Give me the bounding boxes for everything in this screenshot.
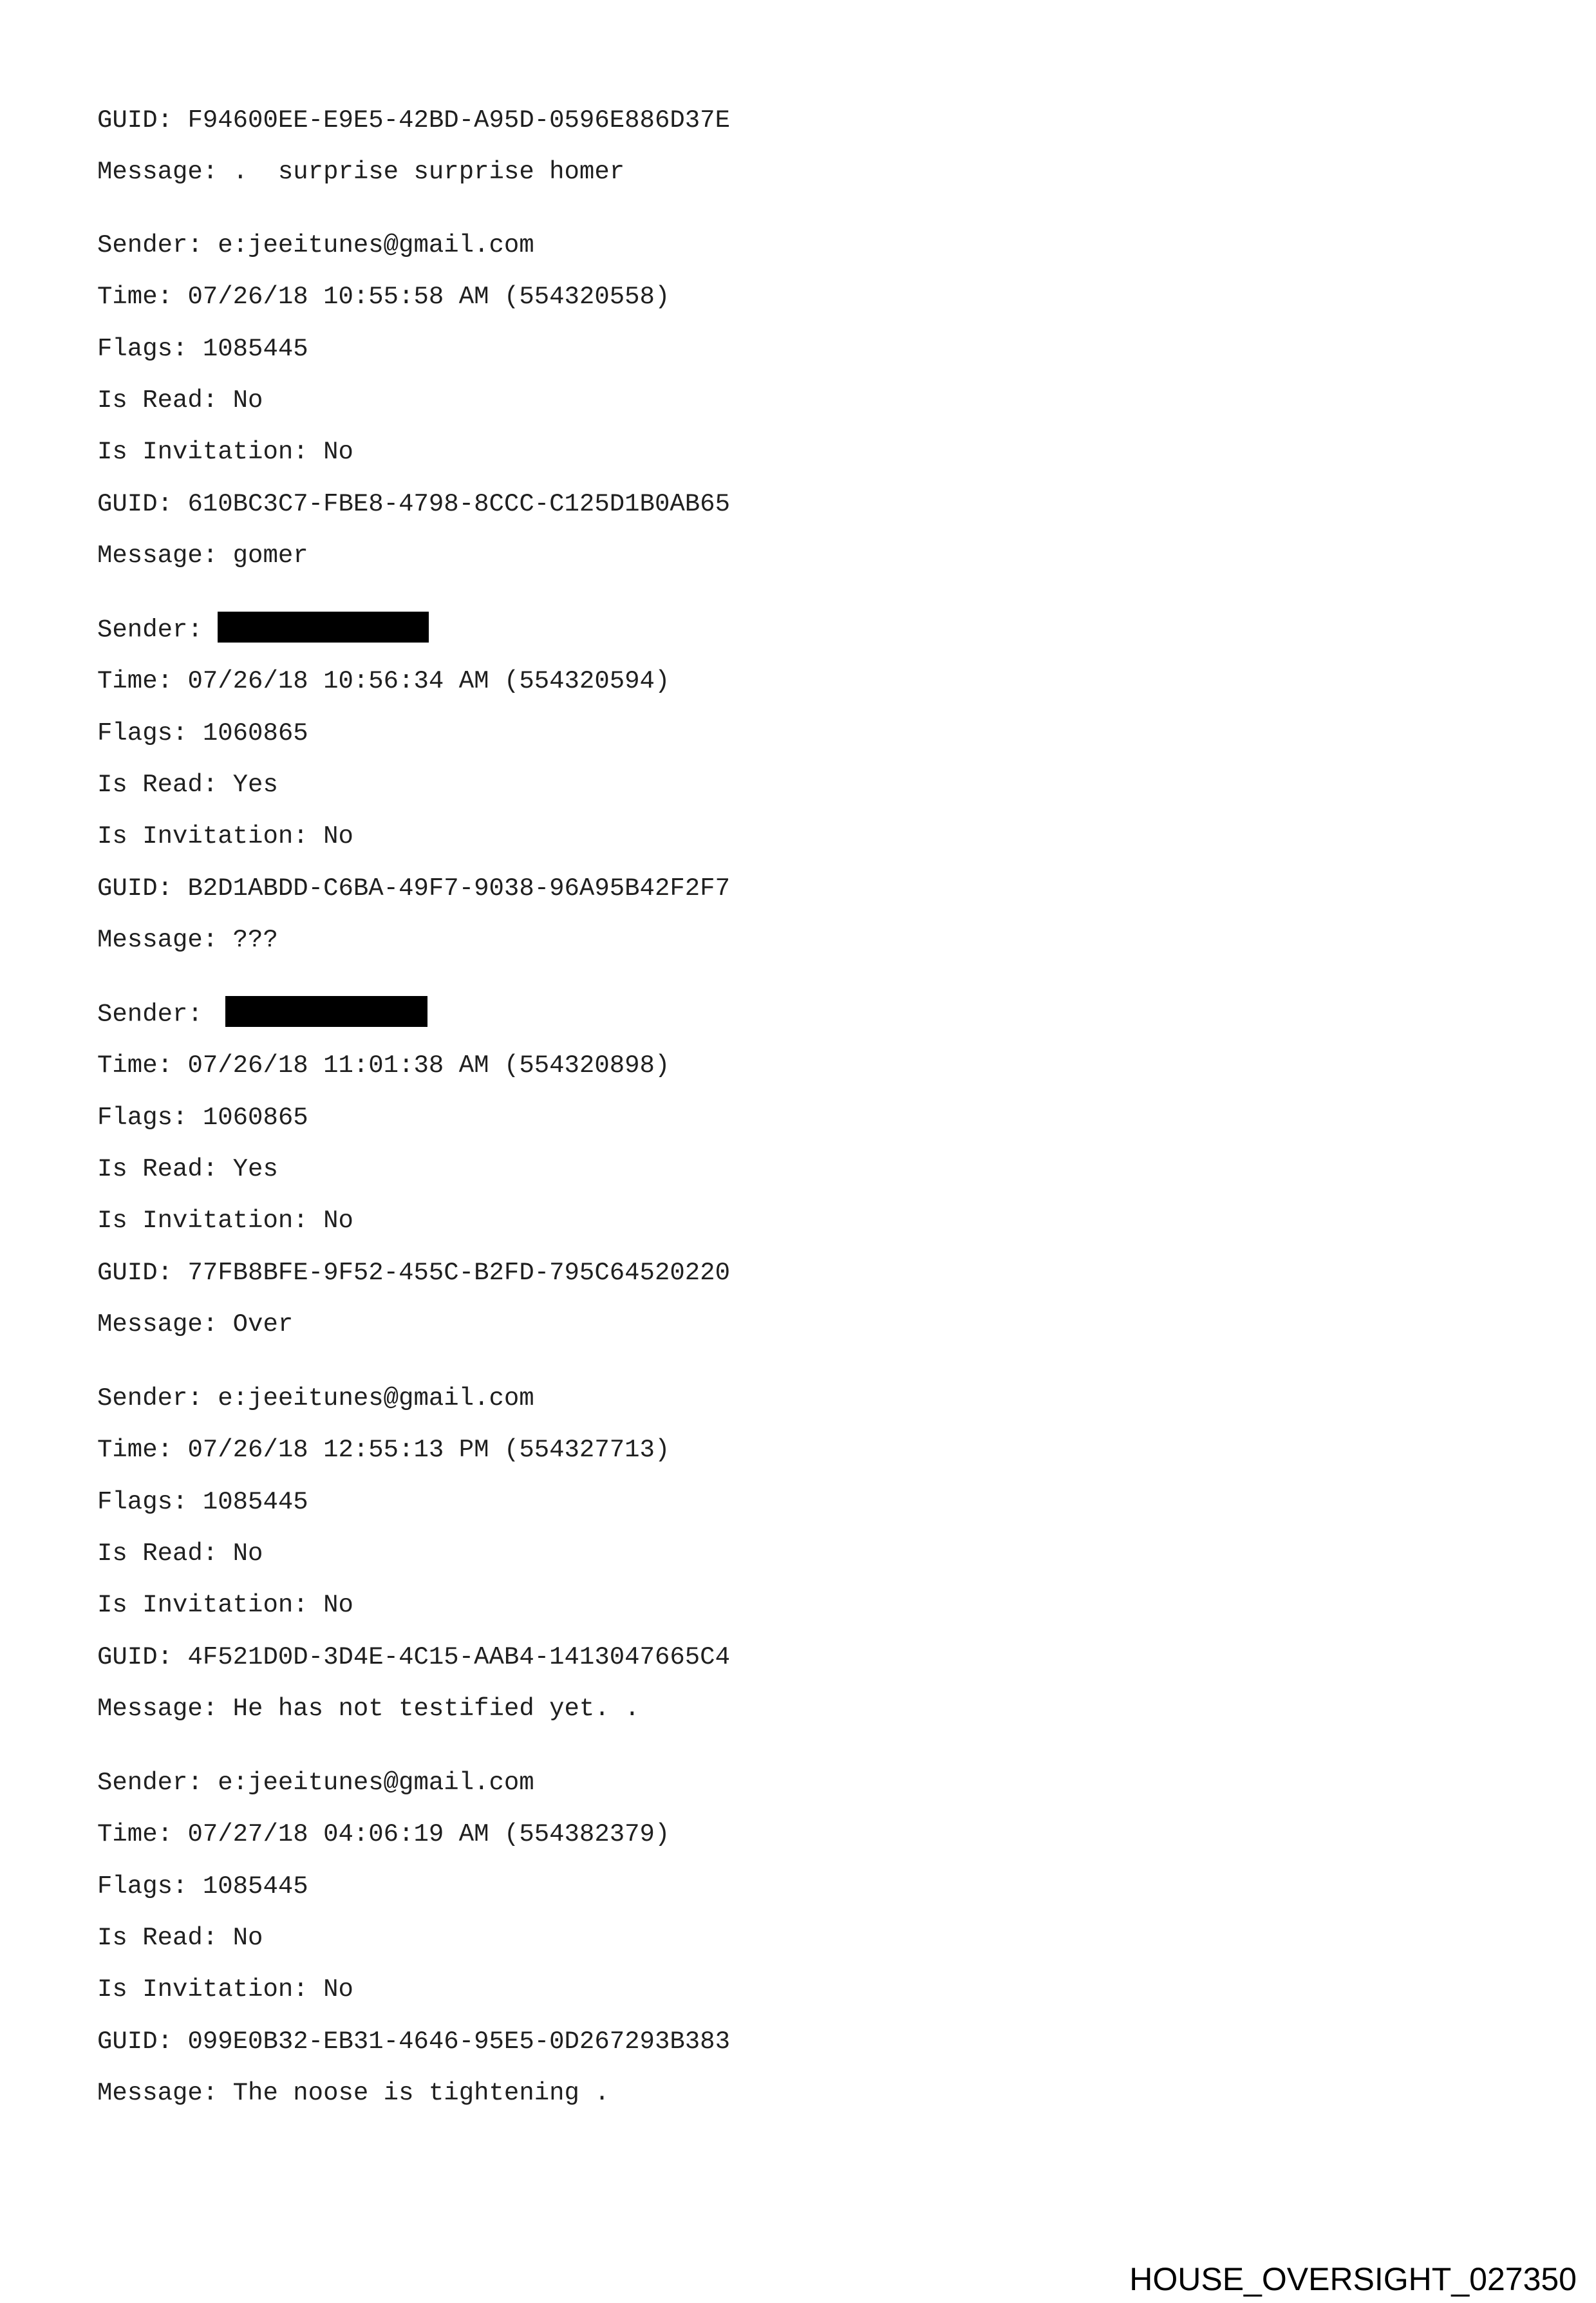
message-label: Message:: [97, 1695, 218, 1723]
time-value: 07/26/18 11:01:38 AM (554320898): [187, 1051, 670, 1080]
is-invitation-label: Is Invitation:: [97, 1591, 308, 1619]
record-1-guid-line: [97, 489, 730, 520]
time-value: 07/26/18 10:55:58 AM (554320558): [187, 283, 670, 311]
record-4-sender-line: [97, 1383, 534, 1414]
record-2-is-invitation-line: [97, 821, 353, 852]
time-value: 07/27/18 04:06:19 AM (554382379): [187, 1820, 670, 1848]
is-read-label: Is Read:: [97, 1924, 218, 1952]
message-value: gomer: [232, 541, 308, 570]
guid-label: GUID:: [97, 2027, 173, 2056]
redaction-block: [225, 996, 427, 1027]
flags-value: 1085445: [202, 1488, 308, 1516]
flags-label: Flags:: [97, 1488, 188, 1516]
record-5-is-read-line: [97, 1922, 263, 1953]
is-read-value: Yes: [232, 771, 278, 799]
message-value: He has not testified yet. .: [232, 1695, 640, 1723]
flags-label: Flags:: [97, 335, 188, 363]
guid-value: 610BC3C7-FBE8-4798-8CCC-C125D1B0AB65: [187, 490, 730, 518]
guid-value: 099E0B32-EB31-4646-95E5-0D267293B383: [187, 2027, 730, 2056]
guid-value: 77FB8BFE-9F52-455C-B2FD-795C64520220: [187, 1259, 730, 1287]
record-3-is-read-line: [97, 1154, 278, 1185]
record-2-sender-line: [97, 614, 429, 645]
sender-label: Sender:: [97, 231, 203, 259]
flags-value: 1085445: [202, 1872, 308, 1901]
sender-value: e:jeeitunes@gmail.com: [218, 231, 534, 259]
is-invitation-label: Is Invitation:: [97, 1207, 308, 1235]
message-value: The noose is tightening .: [232, 2079, 610, 2107]
is-read-label: Is Read:: [97, 1155, 218, 1183]
record-5-flags-line: [97, 1871, 308, 1902]
flags-label: Flags:: [97, 1872, 188, 1901]
message-label: Message:: [97, 1310, 218, 1339]
record-5-guid-line: [97, 2026, 730, 2057]
record-1-is-read-line: [97, 385, 263, 416]
guid-label: GUID:: [97, 1643, 173, 1671]
record-1-message-line: [97, 540, 308, 571]
time-label: Time:: [97, 1436, 173, 1464]
record-2-message-line: [97, 925, 278, 955]
record-3-guid-line: [97, 1257, 730, 1288]
message-label: Message:: [97, 2079, 218, 2107]
record-1-is-invitation-line: [97, 437, 353, 467]
guid-label: GUID:: [97, 490, 173, 518]
record-5-time-line: [97, 1819, 670, 1850]
bates-number: HOUSE_OVERSIGHT_027350: [1129, 2261, 1577, 2297]
record-3-is-invitation-line: [97, 1205, 353, 1236]
time-value: 07/26/18 10:56:34 AM (554320594): [187, 667, 670, 695]
record-4-is-read-line: [97, 1538, 263, 1569]
record-4-is-invitation-line: [97, 1590, 353, 1621]
flags-label: Flags:: [97, 719, 188, 747]
record-2-flags-line: [97, 718, 308, 749]
guid-label: GUID:: [97, 1259, 173, 1287]
record-2-time-line: [97, 666, 670, 697]
sender-value: e:jeeitunes@gmail.com: [218, 1384, 534, 1413]
record-3-flags-line: [97, 1102, 308, 1133]
top-message-line: [97, 156, 624, 187]
time-label: Time:: [97, 1051, 173, 1080]
record-3-time-line: [97, 1050, 670, 1081]
time-label: Time:: [97, 283, 173, 311]
guid-value: B2D1ABDD-C6BA-49F7-9038-96A95B42F2F7: [187, 874, 730, 903]
top-guid-line: [97, 105, 730, 136]
message-value: Over: [232, 1310, 294, 1339]
message-value: ???: [232, 926, 278, 954]
flags-value: 1085445: [202, 335, 308, 363]
is-read-value: No: [232, 1539, 263, 1568]
record-2-guid-line: [97, 873, 730, 904]
time-label: Time:: [97, 667, 173, 695]
message-label: Message:: [97, 158, 218, 186]
guid-value: F94600EE-E9E5-42BD-A95D-0596E886D37E: [187, 106, 730, 135]
guid-label: GUID:: [97, 106, 173, 135]
guid-value: 4F521D0D-3D4E-4C15-AAB4-1413047665C4: [187, 1643, 730, 1671]
is-read-value: No: [232, 386, 263, 415]
sender-label: Sender:: [97, 616, 203, 644]
message-label: Message:: [97, 926, 218, 954]
record-4-message-line: [97, 1693, 640, 1724]
is-read-label: Is Read:: [97, 771, 218, 799]
sender-label: Sender:: [97, 1000, 203, 1029]
flags-value: 1060865: [202, 719, 308, 747]
sender-label: Sender:: [97, 1384, 203, 1413]
message-label: Message:: [97, 541, 218, 570]
guid-label: GUID:: [97, 874, 173, 903]
record-3-sender-line: [97, 999, 427, 1029]
redaction-block: [218, 612, 429, 643]
record-1-sender-line: [97, 230, 534, 261]
time-label: Time:: [97, 1820, 173, 1848]
is-read-value: Yes: [232, 1155, 278, 1183]
time-value: 07/26/18 12:55:13 PM (554327713): [187, 1436, 670, 1464]
is-invitation-value: No: [323, 438, 353, 466]
is-invitation-value: No: [323, 1591, 353, 1619]
sender-value: e:jeeitunes@gmail.com: [218, 1769, 534, 1797]
is-invitation-value: No: [323, 822, 353, 851]
is-invitation-value: No: [323, 1207, 353, 1235]
is-read-label: Is Read:: [97, 386, 218, 415]
record-3-message-line: [97, 1309, 293, 1340]
message-value: . surprise surprise homer: [232, 158, 625, 186]
record-4-flags-line: [97, 1487, 308, 1518]
is-invitation-label: Is Invitation:: [97, 822, 308, 851]
record-1-time-line: [97, 281, 670, 312]
flags-label: Flags:: [97, 1104, 188, 1132]
flags-value: 1060865: [202, 1104, 308, 1132]
record-4-time-line: [97, 1434, 670, 1465]
is-invitation-label: Is Invitation:: [97, 1975, 308, 2004]
is-read-label: Is Read:: [97, 1539, 218, 1568]
is-read-value: No: [232, 1924, 263, 1952]
sender-label: Sender:: [97, 1769, 203, 1797]
record-5-is-invitation-line: [97, 1974, 353, 2005]
record-5-message-line: [97, 2078, 610, 2109]
record-4-guid-line: [97, 1642, 730, 1673]
record-2-is-read-line: [97, 769, 278, 800]
record-1-flags-line: [97, 334, 308, 364]
is-invitation-value: No: [323, 1975, 353, 2004]
is-invitation-label: Is Invitation:: [97, 438, 308, 466]
record-5-sender-line: [97, 1767, 534, 1798]
